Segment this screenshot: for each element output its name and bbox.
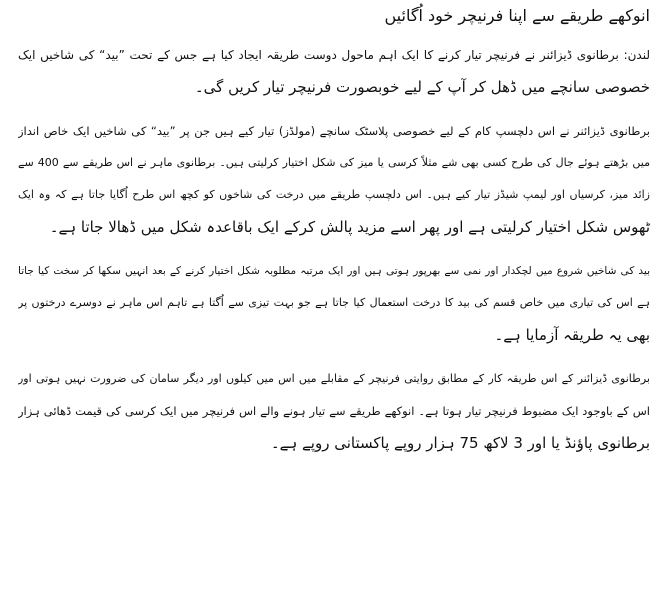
paragraph-line: بید کی شاخیں شروع میں لچکدار اور نمی سے بھرپور ہوتی ہیں اور ایک مرتبہ مطلوبہ شکل اختیار کرنے کے بعد انہیں سکھا کر سخت کیا جاتا: [18, 265, 650, 277]
paragraph-line: اس کے باوجود ایک مضبوط فرنیچر تیار ہوتا ہے۔ انوکھے طریقے سے تیار ہونے والے اس فرنیچر میں ایک کرسی کی قیمت ڈھائی ہزار: [18, 404, 650, 418]
paragraph-line: برطانوی ڈیزائنر کے اس طریقہ کار کے مطابق روایتی فرنیچر کے مقابلے میں اس میں کیلوں اور دیگر سامان کی ضرورت نہیں ہوتی اور: [18, 372, 650, 385]
paragraph-line: ٹھوس شکل اختیار کرلیتی ہے اور پھر اسے مزید پالش کرکے ایک باقاعدہ شکل میں ڈھالا جاتا ہے۔: [49, 218, 650, 236]
paragraph-line: زائد میز، کرسیاں اور لیمپ شیڈز تیار کیے ہیں۔ اس دلچسپ طریقے میں درخت کی شاخوں کو کچھ اس طرح اُگایا جاتا ہے کہ وہ ایک: [18, 188, 650, 201]
article-paragraph-1: [18, 39, 650, 103]
paragraph-line: لندن: برطانوی ڈیزائنر نے فرنیچر تیار کرنے کا ایک اہم ماحول دوست طریقہ ایجاد کیا ہے جس کے تحت ”بید“ کی شاخیں ایک: [18, 48, 650, 62]
article-paragraph-2: [18, 115, 650, 243]
paragraph-line: میں بڑھتے ہوئے جال کی طرح کسی بھی شے مثلاً کرسی یا میز کی شکل اختیار کرلیتی ہیں۔ برطانوی ماہر نے اس طریقے سے 400 سے: [18, 156, 650, 169]
paragraph-line: ہے اس کی تیاری میں خاص قسم کی بید کا درخت استعمال کیا جاتا ہے جو بہت تیزی سے اُگتا ہے تاہم اس ماہر نے دوسرے درختوں پر: [18, 296, 650, 309]
article-headline: انوکھے طریقے سے اپنا فرنیچر خود اُگائیں: [384, 6, 650, 25]
article-paragraph-3: [18, 255, 650, 351]
paragraph-line: برطانوی پاؤنڈ یا اور 3 لاکھ 75 ہزار روپے پاکستانی روپے ہے۔: [270, 434, 650, 452]
article-paragraph-4: [18, 363, 650, 459]
paragraph-line: خصوصی سانچے میں ڈھل کر آپ کے لیے خوبصورت فرنیچر تیار کریں گی۔: [194, 78, 650, 96]
paragraph-line: برطانوی ڈیزائنر نے اس دلچسپ کام کے لیے خصوصی پلاسٹک سانچے (مولڈز) تیار کیے ہیں جن پر ”بید“ کی شاخیں ایک خاص انداز: [18, 124, 650, 138]
paragraph-line: بھی یہ طریقہ آزمایا ہے۔: [494, 326, 650, 344]
